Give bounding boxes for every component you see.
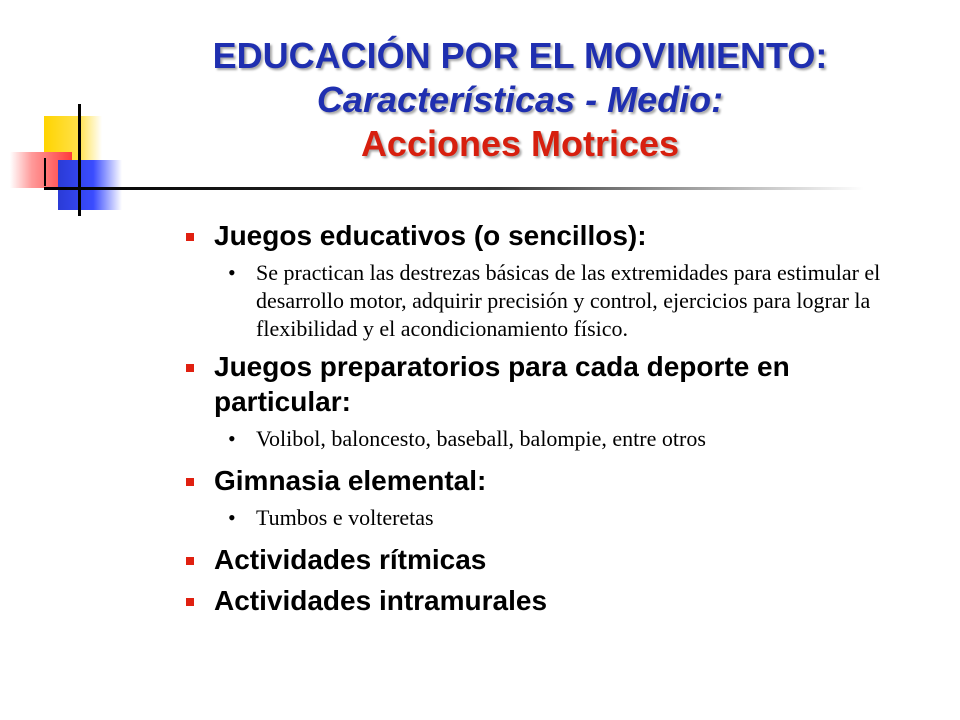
sub-item-text: Volibol, baloncesto, baseball, balompie, entre otros bbox=[256, 426, 706, 451]
title-line-2: Características - Medio: bbox=[316, 79, 724, 120]
title-line-3: Acciones Motrices bbox=[360, 123, 680, 164]
title-line-1: EDUCACIÓN POR EL MOVIMIENTO: bbox=[212, 35, 828, 76]
sub-item-text: Tumbos e volteretas bbox=[256, 505, 434, 530]
logo-short-line bbox=[44, 158, 46, 186]
square-bullet-icon bbox=[186, 364, 194, 372]
list-item-label: Actividades intramurales bbox=[214, 585, 548, 616]
dot-bullet-icon: • bbox=[228, 260, 236, 285]
list-item-label: Juegos preparatorios para cada deporte en particular: bbox=[214, 351, 790, 417]
square-bullet-icon bbox=[186, 233, 194, 241]
blue-square bbox=[58, 160, 122, 210]
slide-title bbox=[170, 34, 870, 166]
square-bullet-icon bbox=[186, 557, 194, 565]
logo-vertical-line bbox=[78, 104, 81, 216]
dot-bullet-icon: • bbox=[228, 426, 236, 451]
sub-item-text: Se practican las destrezas básicas de las extremidades para estimular el desarrollo motor, adquirir precisión y control, ejercicios para lograr la flexibilidad y el acondicionamiento físico. bbox=[256, 260, 881, 341]
decorative-squares-logo bbox=[0, 100, 140, 220]
sub-item bbox=[214, 504, 906, 532]
list-item bbox=[186, 583, 906, 618]
title-divider bbox=[44, 187, 864, 190]
sub-item bbox=[214, 425, 906, 453]
square-bullet-icon bbox=[186, 478, 194, 486]
list-item bbox=[186, 463, 906, 532]
sub-item bbox=[214, 259, 906, 343]
list-item-label: Actividades rítmicas bbox=[214, 544, 487, 575]
bullet-list bbox=[186, 218, 906, 618]
list-item bbox=[186, 349, 906, 453]
list-item-label: Gimnasia elemental: bbox=[214, 465, 487, 496]
dot-bullet-icon: • bbox=[228, 505, 236, 530]
list-item-label: Juegos educativos (o sencillos): bbox=[214, 220, 647, 251]
square-bullet-icon bbox=[186, 598, 194, 606]
list-item bbox=[186, 218, 906, 343]
list-item bbox=[186, 542, 906, 577]
